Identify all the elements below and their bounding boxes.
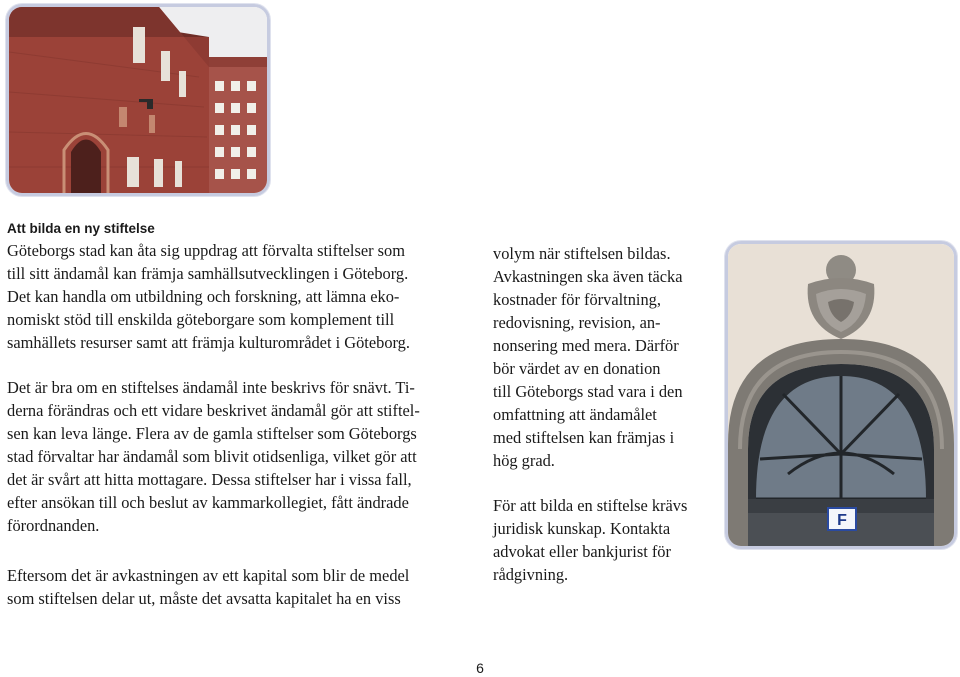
text-line: som stiftelsen delar ut, måste det avsatta kapitalet ha en viss xyxy=(7,589,401,608)
text-line: omfattning att ändamålet xyxy=(493,405,657,424)
text-line: hög grad. xyxy=(493,451,555,470)
text-line: det är svårt att hitta mottagare. Dessa stiftelser har i vissa fall, xyxy=(7,470,412,489)
paragraph-capital xyxy=(7,564,477,610)
text-line: förordnanden. xyxy=(7,516,100,535)
text-line: redovisning, revision, an- xyxy=(493,313,661,332)
text-line: bör värdet av en donation xyxy=(493,359,661,378)
text-line: med stiftelsen kan främjas i xyxy=(493,428,675,447)
text-line: volym när stiftelsen bildas. xyxy=(493,244,671,263)
text-line: Göteborgs stad kan åta sig uppdrag att förvalta stiftelser som xyxy=(7,241,405,260)
text-line: advokat eller bankjurist för xyxy=(493,542,671,561)
text-line: För att bilda en stiftelse krävs xyxy=(493,496,688,515)
page-number: 6 xyxy=(476,660,484,676)
paragraph-capital-continued xyxy=(493,242,723,472)
text-line: sen kan leva länge. Flera av de gamla stiftelser som Göteborgs xyxy=(7,424,417,443)
left-column xyxy=(7,219,477,610)
paragraph-purpose xyxy=(7,376,477,537)
text-line: kostnader för förvaltning, xyxy=(493,290,661,309)
text-line: till Göteborgs stad vara i den xyxy=(493,382,683,401)
text-line: stad förvaltar har ändamål som blivit otidsenliga, vilket gör att xyxy=(7,447,417,466)
right-column xyxy=(493,242,723,586)
text-line: juridisk kunskap. Kontakta xyxy=(493,519,671,538)
text-line: nonsering med mera. Därför xyxy=(493,336,679,355)
text-line: efter ansökan till och beslut av kammarkollegiet, fått ändrade xyxy=(7,493,409,512)
text-line: Eftersom det är avkastningen av ett kapital som blir de medel xyxy=(7,566,410,585)
text-line: samhällets resurser samt att främja kulturområdet i Göteborg. xyxy=(7,333,410,352)
text-line: Det är bra om en stiftelses ändamål inte beskrivs för snävt. Ti- xyxy=(7,378,415,397)
text-line: till sitt ändamål kan främja samhällsutvecklingen i Göteborg. xyxy=(7,264,409,283)
text-line: derna förändras och ett vidare beskrivet ändamål gör att stiftel- xyxy=(7,401,420,420)
paragraph-intro xyxy=(7,239,477,354)
text-line: Det kan handla om utbildning och forskning, att lämna eko- xyxy=(7,287,400,306)
section-heading: Att bilda en ny stiftelse xyxy=(7,221,155,236)
text-line: Avkastningen ska även täcka xyxy=(493,267,683,286)
paragraph-legal-advice xyxy=(493,494,723,586)
text-line: nomiskt stöd till enskilda göteborgare som komplement till xyxy=(7,310,395,329)
text-line: rådgivning. xyxy=(493,565,569,584)
arch-sign-letter: F xyxy=(837,512,847,529)
arch-window-photo xyxy=(725,241,957,549)
building-photo xyxy=(6,4,270,196)
